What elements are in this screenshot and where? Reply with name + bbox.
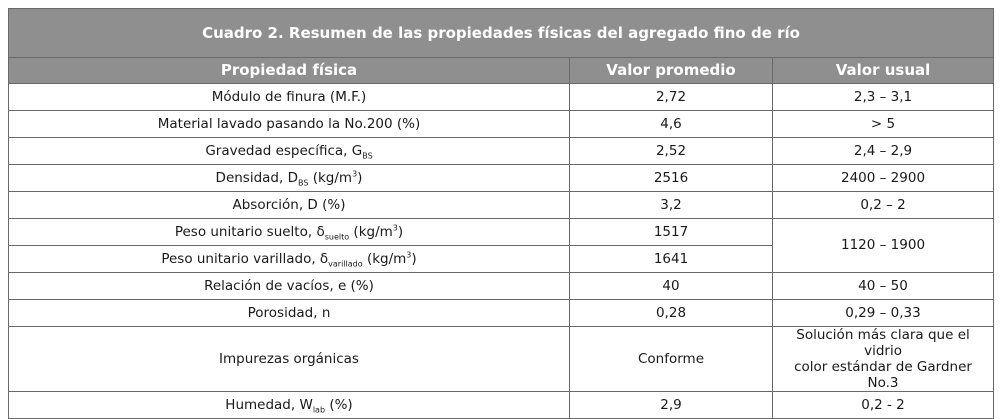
property-cell: [9, 246, 570, 273]
property-text: Humedad, W: [225, 396, 313, 413]
unit-text: (kg/m: [353, 223, 393, 240]
property-cell: [9, 138, 570, 165]
table-title: Cuadro 2. Resumen de las propiedades físicas del agregado fino de río: [9, 9, 994, 58]
average-cell: Conforme: [570, 327, 773, 392]
superscript: 3: [406, 250, 412, 259]
usual-cell-merged: 1120 – 1900: [773, 219, 994, 273]
table-row: [9, 392, 994, 419]
usual-cell: 40 – 50: [773, 273, 994, 300]
properties-table: [8, 8, 994, 419]
average-cell: 2,52: [570, 138, 773, 165]
column-header-usual: Valor usual: [773, 58, 994, 84]
usual-cell: 0,29 – 0,33: [773, 300, 994, 327]
unit-close: ): [357, 169, 363, 186]
property-text: Peso unitario varillado, δ: [161, 250, 329, 267]
table-row: [9, 192, 994, 219]
subscript: varillado: [328, 259, 363, 269]
usual-line-2: color estándar de Gardner No.3: [794, 359, 972, 391]
column-header-property: Propiedad física: [9, 58, 570, 84]
table-row: [9, 111, 994, 138]
table-row: [9, 165, 994, 192]
average-cell: 1641: [570, 246, 773, 273]
property-cell: Material lavado pasando la No.200 (%): [9, 111, 570, 138]
average-cell: 4,6: [570, 111, 773, 138]
table-row: [9, 300, 994, 327]
average-cell: 0,28: [570, 300, 773, 327]
average-cell: 2,72: [570, 84, 773, 111]
usual-line-1: Solución más clara que el vidrio: [796, 327, 970, 359]
average-cell: 40: [570, 273, 773, 300]
usual-cell: 2,4 – 2,9: [773, 138, 994, 165]
unit-text: (kg/m: [366, 250, 407, 267]
property-cell: Relación de vacíos, e (%): [9, 273, 570, 300]
usual-cell: 0,2 – 2: [773, 192, 994, 219]
subscript: lab: [312, 405, 326, 415]
property-text: Peso unitario suelto, δ: [174, 223, 325, 240]
superscript: 3: [352, 169, 358, 178]
usual-cell: 2400 – 2900: [773, 165, 994, 192]
property-cell: [9, 165, 570, 192]
property-cell: Módulo de finura (M.F.): [9, 84, 570, 111]
table-row: [9, 138, 994, 165]
subscript: BS: [362, 151, 373, 161]
column-header-average: Valor promedio: [570, 58, 773, 84]
usual-cell: > 5: [773, 111, 994, 138]
property-cell: [9, 219, 570, 246]
table-row: [9, 273, 994, 300]
unit-close: ): [397, 223, 404, 240]
table-row: [9, 327, 994, 392]
data-table-frame: [8, 8, 993, 419]
usual-cell: [773, 327, 994, 392]
property-cell: Porosidad, n: [9, 300, 570, 327]
property-cell: Impurezas orgánicas: [9, 327, 570, 392]
average-cell: 2,9: [570, 392, 773, 419]
table-header-row: [9, 58, 994, 84]
property-text: Densidad, D: [215, 169, 298, 186]
average-cell: 3,2: [570, 192, 773, 219]
average-cell: 2516: [570, 165, 773, 192]
usual-cell: 2,3 – 3,1: [773, 84, 994, 111]
subscript: suelto: [324, 232, 350, 242]
table-row: [9, 219, 994, 246]
usual-cell: 0,2 - 2: [773, 392, 994, 419]
table-row: [9, 84, 994, 111]
property-cell: Absorción, D (%): [9, 192, 570, 219]
subscript: BS: [297, 178, 309, 188]
table-title-row: [9, 9, 994, 58]
property-text: Gravedad específica, G: [205, 142, 363, 159]
unit-close: ): [411, 250, 417, 267]
superscript: 3: [392, 223, 398, 232]
property-cell: [9, 392, 570, 419]
unit-text: (%): [329, 396, 353, 413]
unit-text: (kg/m: [312, 169, 353, 186]
average-cell: 1517: [570, 219, 773, 246]
